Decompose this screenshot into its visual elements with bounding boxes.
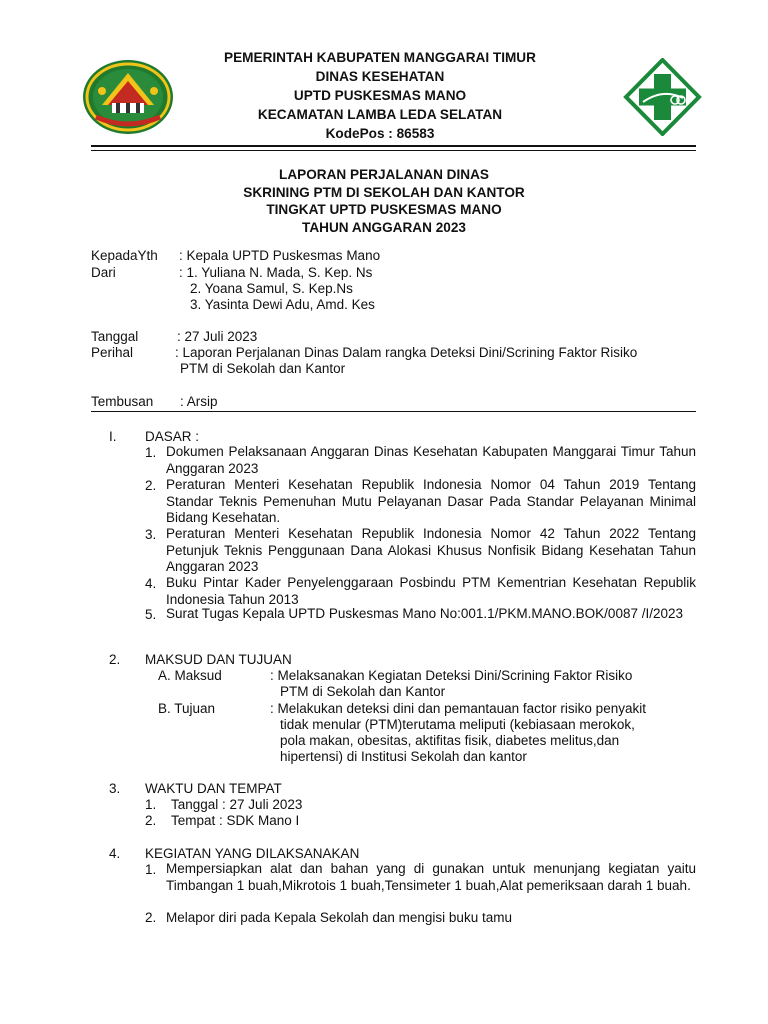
kegiatan-item-text: Mempersiapkan alat dan bahan yang di gunakan untuk menunjang kegiatan yaitu Timbangan 1 buah,Mikrotois 1 buah,Tensimeter 1 buah,Alat pemeriksaan darah 1 buah. — [166, 861, 696, 893]
report-title-line: TINGKAT UPTD PUSKESMAS MANO — [266, 202, 502, 217]
maksud-text: PTM di Sekolah dan Kantor — [280, 684, 446, 699]
tembusan-label: Tembusan — [91, 394, 154, 409]
dasar-item-text: Buku Pintar Kader Penyelenggaraan Posbindu PTM Kementrian Kesehatan Republik Indonesia Tahun 2013 — [166, 575, 696, 607]
waktu-item-number: 1. — [145, 797, 157, 812]
dari-label: Dari — [91, 265, 116, 280]
letterhead-line: DINAS KESEHATAN — [315, 69, 445, 84]
letterhead-line: UPTD PUSKESMAS MANO — [293, 88, 467, 103]
report-title — [150, 166, 618, 236]
section-1-title: DASAR : — [145, 429, 200, 444]
dari-value-2: 2. Yoana Samul, S. Kep.Ns — [190, 281, 353, 296]
tanggal-value: : 27 Juli 2023 — [177, 329, 258, 344]
section-2-title: MAKSUD DAN TUJUAN — [145, 652, 292, 667]
kegiatan-item-number: 2. — [145, 910, 157, 925]
dasar-item-number: 3. — [145, 527, 157, 542]
dari-value-3: 3. Yasinta Dewi Adu, Amd. Kes — [190, 297, 375, 312]
dasar-item-text: Peraturan Menteri Kesehatan Republik Indonesia Nomor 42 Tahun 2022 Tentang Petunjuk Teknis Penggunaan Dana Alokasi Khusus Nonfisik Bidang Kesehatan Tahun Anggaran 2023 — [166, 526, 696, 574]
waktu-item-text: Tanggal : 27 Juli 2023 — [171, 797, 303, 812]
manggarai-timur-seal-icon — [82, 59, 174, 135]
dasar-item-number: 4. — [145, 576, 157, 591]
header-rule-thin — [91, 150, 696, 151]
tembusan-value: : Arsip — [180, 394, 218, 409]
waktu-item-number: 2. — [145, 813, 157, 828]
dari-value-1: : 1. Yuliana N. Mada, S. Kep. Ns — [179, 265, 373, 280]
puskesmas-cross-icon — [623, 58, 702, 136]
waktu-item-text: Tempat : SDK Mano I — [171, 813, 300, 828]
section-4-number: 4. — [109, 846, 121, 861]
kepada-value: : Kepala UPTD Puskesmas Mano — [179, 248, 381, 263]
report-title-line: SKRINING PTM DI SEKOLAH DAN KANTOR — [243, 184, 525, 200]
dasar-item-number: 1. — [145, 445, 157, 460]
dasar-item-text: Surat Tugas Kepala UPTD Puskesmas Mano No:001.1/PKM.MANO.BOK/0087 /I/2023 — [166, 606, 684, 621]
tujuan-text: : Melakukan deteksi dini dan pemantauan factor risiko penyakit — [270, 701, 646, 716]
tujuan-text: hipertensi) di Institusi Sekolah dan kantor — [280, 749, 527, 764]
perihal-value-2: PTM di Sekolah dan Kantor — [180, 361, 346, 376]
dasar-item-number: 2. — [145, 478, 157, 493]
section-1-number: I. — [109, 429, 117, 444]
tujuan-label: B. Tujuan — [158, 701, 216, 716]
letterhead — [175, 48, 585, 143]
report-title-line: TAHUN ANGGARAN 2023 — [302, 219, 466, 235]
letterhead-line: PEMERINTAH KABUPATEN MANGGARAI TIMUR — [224, 50, 536, 65]
section-4-title: KEGIATAN YANG DILAKSANAKAN — [145, 846, 360, 861]
kepada-label: KepadaYth — [91, 248, 158, 263]
tujuan-text: tidak menular (PTM)terutama meliputi (kebiasaan merokok, — [280, 717, 635, 732]
letterhead-line: KECAMATAN LAMBA LEDA SELATAN — [257, 107, 503, 122]
header-rule-thick — [91, 145, 696, 147]
report-title-line: LAPORAN PERJALANAN DINAS — [279, 167, 489, 182]
kegiatan-item-text: Melapor diri pada Kepala Sekolah dan mengisi buku tamu — [166, 910, 512, 925]
maksud-label: A. Maksud — [158, 668, 222, 683]
perihal-value-1: : Laporan Perjalanan Dinas Dalam rangka Deteksi Dini/Scrining Faktor Risiko — [175, 345, 638, 360]
letterhead-line: KodePos : 86583 — [325, 126, 435, 141]
kegiatan-item-number: 1. — [145, 862, 157, 877]
meta-divider — [91, 411, 696, 412]
dasar-item-text: Dokumen Pelaksanaan Anggaran Dinas Kesehatan Kabupaten Manggarai Timur Tahun Anggaran 2023 — [166, 444, 696, 476]
section-3-title: WAKTU DAN TEMPAT — [145, 781, 282, 796]
dasar-item-text: Peraturan Menteri Kesehatan Republik Indonesia Nomor 04 Tahun 2019 Tentang Standar Teknis Pemenuhan Mutu Pelayanan Dasar Pada Standar Pelayanan Minimal Bidang Kesehatan. — [166, 477, 696, 525]
tujuan-text: pola makan, obesitas, aktifitas fisik, diabetes melitus,dan — [280, 733, 620, 748]
tanggal-label: Tanggal — [91, 329, 139, 344]
perihal-label: Perihal — [91, 345, 134, 360]
dasar-item-number: 5. — [145, 607, 157, 622]
maksud-text: : Melaksanakan Kegiatan Deteksi Dini/Scrining Faktor Risiko — [270, 668, 633, 683]
section-3-number: 3. — [109, 781, 121, 796]
section-2-number: 2. — [109, 652, 121, 667]
